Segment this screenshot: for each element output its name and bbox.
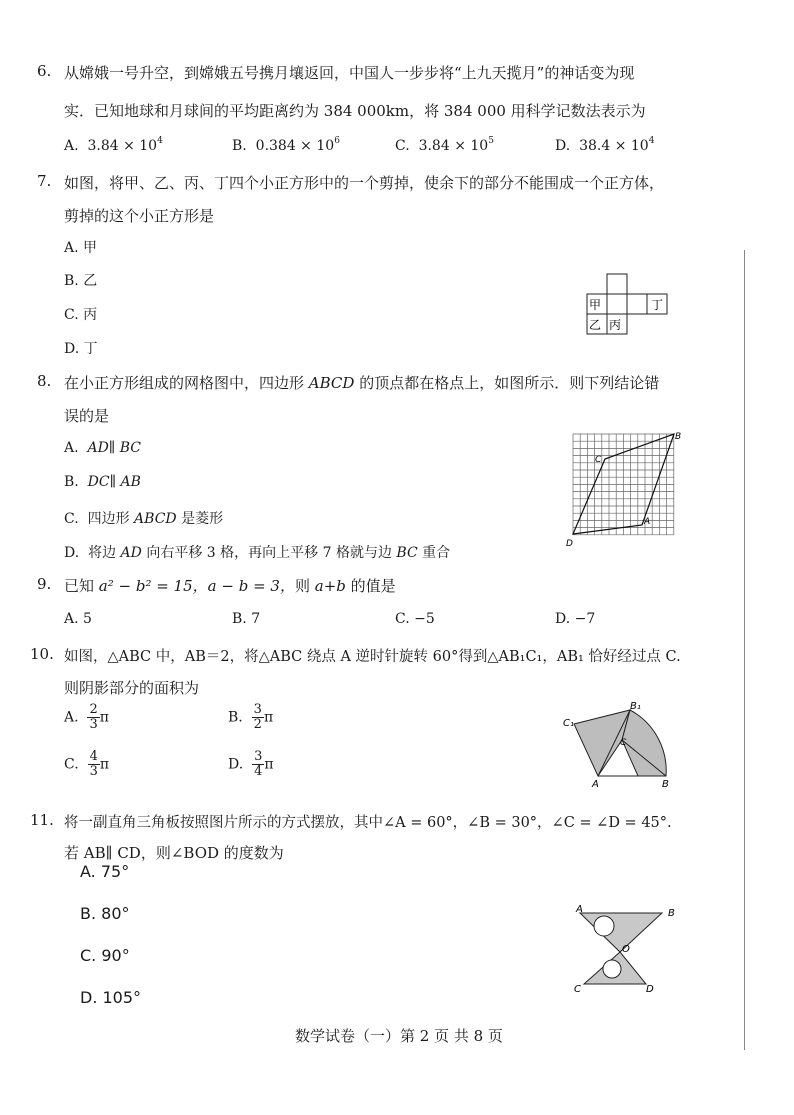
tri-label-b: B: [662, 779, 669, 790]
q6-option-d: D. $38.4 \times 10^4$: [555, 136, 655, 154]
q10-number: 10.: [30, 645, 54, 663]
tri-label-c: C: [620, 738, 627, 748]
q7-stem-line2: 剪掉的这个小正方形是: [64, 207, 215, 225]
q11-option-c: C. 90°: [80, 946, 130, 965]
sq-label-b: B: [668, 908, 675, 919]
q7-number: 7.: [37, 172, 52, 190]
grid-label-d: D: [566, 539, 573, 549]
q8-number: 8.: [37, 372, 52, 390]
q10-option-d: D. $\frac{3}{4}$ π: [228, 749, 274, 779]
q11-number: 11.: [30, 811, 54, 829]
q8-stem-line2: 误的是: [64, 407, 110, 425]
q8-option-c: C. 四边形 ABCD 是菱形: [64, 511, 224, 527]
q9-option-d: D. −7: [555, 611, 596, 627]
triangle-abo: [580, 913, 662, 952]
q9-option-c: C. −5: [395, 611, 435, 627]
q6-option-c: C. $3.84 \times 10^5$: [395, 136, 494, 154]
q10-option-b: B. $\frac{3}{2}$ π: [228, 702, 274, 732]
q10-option-a: A. $\frac{2}{3}$ π: [64, 702, 109, 732]
q7-option-b: B. 乙: [64, 273, 98, 289]
net-label-jia: 甲: [589, 298, 602, 312]
q8-option-d: D. 将边 AD 向右平移 3 格，再向上平移 7 格就与边 BC 重合: [64, 545, 451, 561]
page-footer: 数学试卷（一）第 2 页 共 8 页: [295, 1027, 503, 1045]
q6-number: 6.: [37, 62, 52, 80]
q9-number: 9.: [37, 575, 52, 593]
page-edge-line: [744, 250, 745, 1050]
sq-label-d: D: [646, 984, 654, 995]
cube-net-figure: [585, 272, 685, 338]
q6-stem-line2: 实．已知地球和月球间的平均距离约为 384 000km，将 384 000 用科学记数法表示为: [64, 102, 646, 120]
tri-label-b1: B₁: [630, 701, 641, 712]
net-label-bing: 丙: [609, 318, 622, 332]
sq-label-o: O: [622, 944, 630, 955]
grid-quadrilateral-figure: [560, 426, 690, 550]
q6-option-a: A. $3.84 \times 10^4$: [64, 136, 163, 154]
q11-stem-line2: 若 AB∥ CD，则∠BOD 的度数为: [64, 844, 284, 862]
q7-option-d: D. 丁: [64, 341, 98, 357]
q9-stem: 已知 a² − b² = 15，a − b = 3，则 a+b 的值是: [64, 577, 396, 595]
grid-label-c: C: [595, 455, 602, 465]
grid-label-b: B: [675, 432, 682, 442]
q10-stem-line1: 如图，△ABC 中，AB＝2，将△ABC 绕点 A 逆时针旋转 60°得到△AB₁C₁，AB₁ 恰好经过点 C.: [64, 649, 681, 665]
shaded-region-sector: [622, 710, 666, 776]
set-squares-figure: [572, 898, 684, 996]
q11-stem-line1: 将一副直角三角板按照图片所示的方式摆放，其中∠A = 60°，∠B = 30°，∠C = ∠D = 45°.: [64, 815, 672, 831]
q7-option-c: C. 丙: [64, 307, 98, 323]
q10-stem-line2: 则阴影部分的面积为: [64, 679, 200, 697]
sq-label-a: A: [576, 904, 583, 915]
q9-option-a: A. 5: [64, 611, 92, 627]
q11-option-d: D. 105°: [80, 988, 142, 1007]
net-label-ding: 丁: [651, 298, 664, 312]
q8-option-b: B. DC∥ AB: [64, 474, 141, 490]
q10-option-c: C. $\frac{4}{3}$ π: [64, 749, 110, 779]
q8-option-a: A. AD∥ BC: [64, 440, 141, 456]
q8-stem-line1: 在小正方形组成的网格图中，四边形 ABCD 的顶点都在格点上，如图所示．则下列结论错: [64, 374, 660, 392]
tri-label-c1: C₁: [563, 718, 574, 729]
q11-option-a: A. 75°: [80, 862, 130, 881]
q7-stem-line1: 如图，将甲、乙、丙、丁四个小正方形中的一个剪掉，使余下的部分不能围成一个正方体，: [64, 174, 665, 192]
q6-stem-line1: 从嫦娥一号升空，到嫦娥五号携月壤返回，中国人一步步将“上九天揽月”的神话变为现: [64, 64, 635, 82]
q7-option-a: A. 甲: [64, 240, 98, 256]
sq-label-c: C: [574, 984, 581, 995]
q9-option-b: B. 7: [232, 611, 261, 627]
net-label-yi: 乙: [589, 318, 602, 332]
q6-option-b: B. $0.384 \times 10^6$: [232, 136, 340, 154]
grid-label-a: A: [644, 517, 651, 527]
q11-option-b: B. 80°: [80, 904, 130, 923]
tri-label-a: A: [592, 779, 599, 790]
rotated-triangle-figure: [560, 700, 680, 790]
